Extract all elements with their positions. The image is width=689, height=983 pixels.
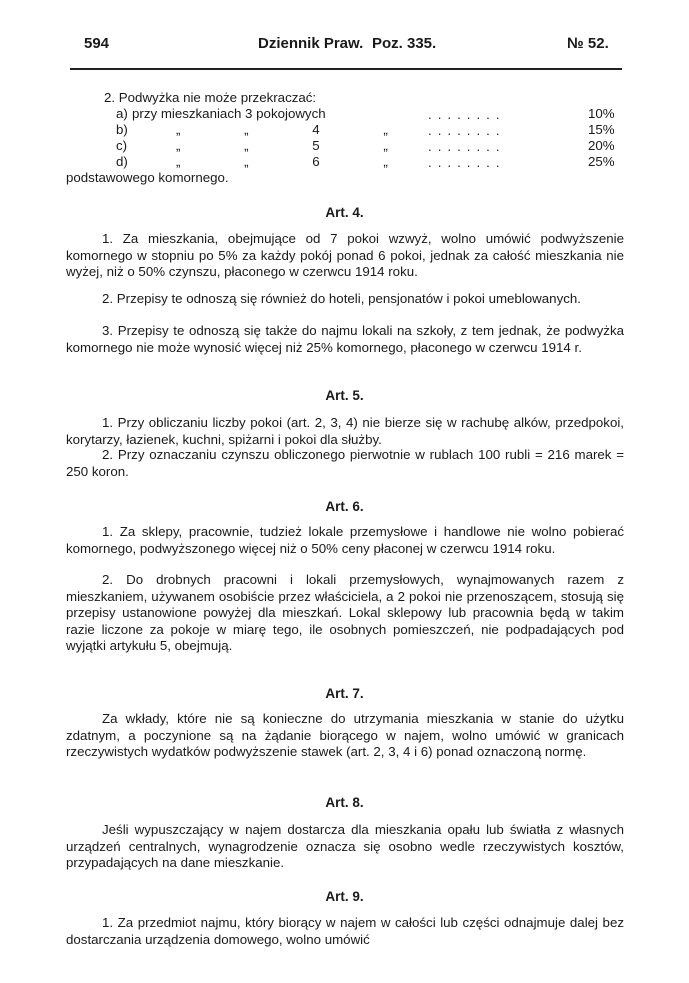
- article-5-heading: Art. 5.: [325, 388, 364, 403]
- issue-number: № 52.: [567, 35, 609, 52]
- article-9-paragraph-1: 1. Za przedmiot najmu, który biorący w najem w całości lub części odnajmuje dalej bez dostarczania urządzenia domowego, wolno umówić: [66, 915, 624, 947]
- article-5-paragraph-1: 1. Przy obliczaniu liczby pokoi (art. 2, 3, 4) nie bierze się w rachubę alków, przedpokoi, korytarzy, łazienek, kuchni, spiżarni i pokoi dla służby.: [66, 415, 624, 447]
- list-percent: 20%: [588, 138, 615, 153]
- article-9-heading: Art. 9.: [325, 889, 364, 904]
- leader-dots: ........: [428, 123, 506, 138]
- list-label: d): [116, 154, 128, 169]
- list-percent: 15%: [588, 122, 615, 137]
- article-6-paragraph-1: 1. Za sklepy, pracownie, tudzież lokale przemysłowe i handlowe nie wolno pobierać komornego, podwyższonego więcej niż o 50% ceny płaconej w czerwcu 1914 roku.: [66, 524, 624, 556]
- header-rule: [70, 68, 622, 70]
- article-7-heading: Art. 7.: [325, 686, 364, 701]
- list-label: c): [116, 138, 128, 153]
- list-text: przy mieszkaniach 3 pokojowych: [132, 106, 326, 121]
- article-8-paragraph-1: Jeśli wypuszczający w najem dostarcza dla mieszkania opału lub światła z własnych urządzeń centralnych, wynagrodzenie oznacza się osobno wedle rzeczywistych kosztów, przypadających na dane mieszkanie.: [66, 822, 624, 870]
- list-percent: 10%: [588, 106, 615, 121]
- article-4-paragraph-1: 1. Za mieszkania, obejmujące od 7 pokoi wzwyż, wolno umówić podwyższenie komornego w stopniu po 5% za każdy pokój ponad 6 pokoi, jednak za całość mieszkania nie wyżej, niż o 50% czynszu, płaconego w czerwcu 1914 roku.: [66, 231, 624, 279]
- article-5-paragraph-2: 2. Przy oznaczaniu czynszu obliczonego pierwotnie w rublach 100 rubli = 216 marek = 250 koron.: [66, 447, 624, 479]
- list-label: b): [116, 122, 128, 137]
- article-8-heading: Art. 8.: [325, 795, 364, 810]
- journal-title: Dziennik Praw.: [258, 35, 364, 52]
- page-header: [70, 35, 622, 55]
- leader-dots: ........: [428, 155, 506, 170]
- article-6-heading: Art. 6.: [325, 499, 364, 514]
- leader-dots: ........: [428, 139, 506, 154]
- page-number: 594: [84, 35, 110, 52]
- list-label: a): [116, 106, 128, 121]
- position-number: Poz. 335.: [372, 35, 437, 52]
- article-4-paragraph-3: 3. Przepisy te odnoszą się także do najmu lokali na szkoły, z tem jednak, że podwyżka komornego nie może wynosić więcej niż 25% komornego, płaconego w czerwcu 1914 r.: [66, 323, 624, 355]
- article-4-paragraph-2: 2. Przepisy te odnoszą się również do hoteli, pensjonatów i pokoi umeblowanych.: [102, 291, 581, 306]
- intro-tail: podstawowego komornego.: [66, 170, 229, 185]
- intro-item-2: 2. Podwyżka nie może przekraczać:: [104, 90, 317, 105]
- list-text: „ „ 4 „: [176, 122, 388, 137]
- leader-dots: ........: [428, 107, 506, 122]
- list-text: „ „ 5 „: [176, 138, 388, 153]
- list-percent: 25%: [588, 154, 615, 169]
- article-4-heading: Art. 4.: [325, 205, 364, 220]
- article-6-paragraph-2: 2. Do drobnych pracowni i lokali przemysłowych, wynajmowanych razem z mieszkaniem, używanem osobiście przez właściciela, a 2 pokoi nie przenoszącem, stosują się przepisy ustanowione powyżej dla mieszkań. Lokal sklepowy lub pracownia będą w takim razie liczone za pokoje w miarę tego, ile osobnych pomieszczeń, nie podpadających pod wyjątki artykułu 5, obejmują.: [66, 572, 624, 653]
- article-7-paragraph-1: Za wkłady, które nie są konieczne do utrzymania mieszkania w stanie do użytku zdatnym, a poczynione są na żądanie biorącego w najem, wolno umówić w granicach rzeczywistych wydatków podwyższenie stawek (art. 2, 3, 4 i 6) ponad oznaczoną normę.: [66, 711, 624, 759]
- list-text: „ „ 6 „: [176, 154, 388, 169]
